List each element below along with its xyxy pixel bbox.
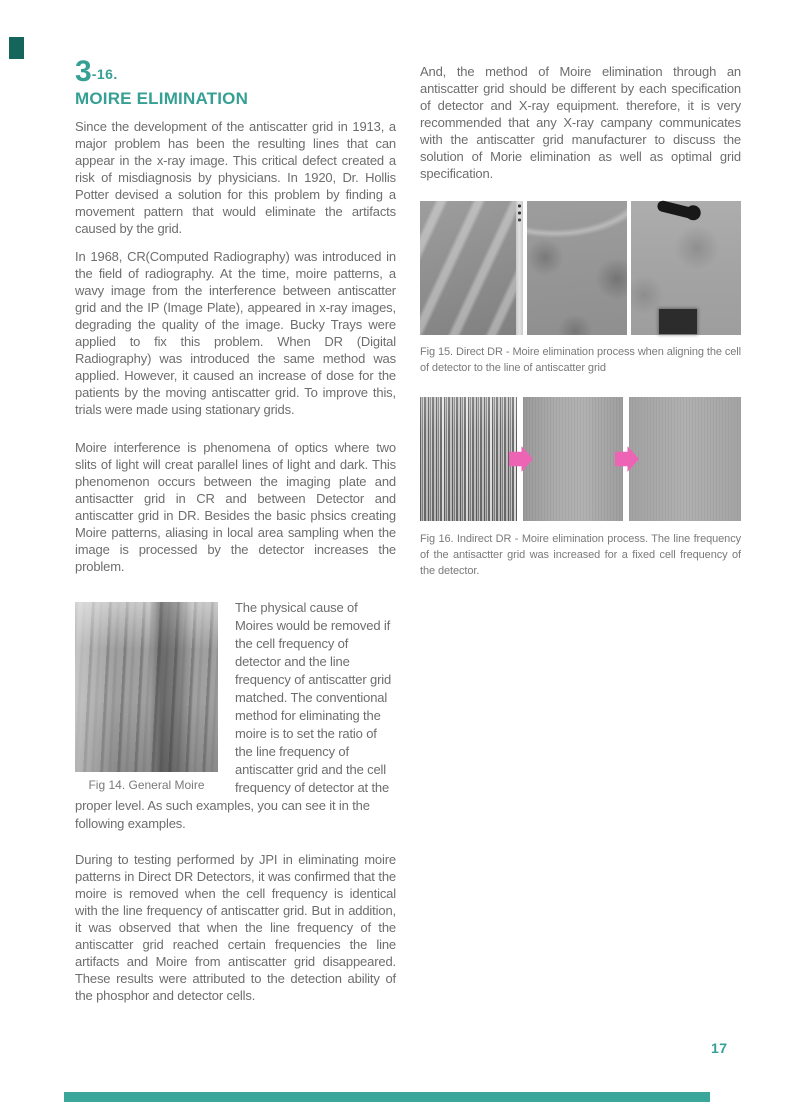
page-number: 17 — [711, 1040, 728, 1056]
left-column — [75, 0, 396, 1004]
section-suffix: -16. — [91, 66, 118, 82]
figure-15-xray-image-2 — [527, 201, 627, 335]
dark-rectangle-object — [659, 309, 697, 334]
figure-16 — [420, 397, 741, 521]
dark-tool-object — [656, 200, 696, 220]
figure-15-xray-image-3 — [631, 201, 741, 335]
figure-16-smooth-image-2 — [523, 397, 623, 521]
figure-16-striped-image-1 — [420, 397, 517, 521]
ruler-strip — [516, 201, 523, 335]
chapter-edge-tab — [9, 37, 24, 59]
figure-15 — [420, 201, 741, 335]
figure-16-smooth-image-3 — [629, 397, 741, 521]
figure-16-caption: Fig 16. Indirect DR - Moire elimination process. The line frequency of the antisactter grid was increased for a fixed cell frequency of the detector. — [420, 533, 741, 577]
figure-14-figure — [75, 602, 218, 792]
footer-bar — [64, 1092, 710, 1102]
section-title: MOIRE ELIMINATION — [75, 89, 249, 108]
paragraph-jpi-testing: During to testing performed by JPI in eliminating moire patterns in Direct DR Detectors, it was confirmed that the moire is removed when the cell frequency is identical with the line frequency of antiscatter grid. But in addition, it was observed that when the line frequency of the antiscatter grid reached certain frequencies the line artifacts and Moire from antiscatter grid disappeared. These results were attributed to the detection ability of the phosphor and detector cells. — [75, 852, 396, 1003]
figure-15-caption: Fig 15. Direct DR - Moire elimination process when aligning the cell of detector to the line of antiscatter grid — [420, 346, 741, 374]
figure-14-moire-image — [75, 602, 218, 772]
paragraph-grid-specification: And, the method of Moire elimination through an antiscatter grid should be different by each specification of detector and X-ray equipment. therefore, it is very recommended that any X-ray campany communicates with the antiscatter grid manufacturer to discuss the solution of Morie elimination as well as optimal grid specification. — [420, 64, 741, 181]
paragraph-physical-cause: The physical cause of Moires would be removed if the cell frequency of detector and the line frequency of antiscatter grid matched. The conventional method for eliminating the moire is to set the ratio of the line frequency of antiscatter grid and the cell frequency of detector at the proper level. As such examples, you can see it in the following examples. — [75, 600, 392, 831]
right-column — [420, 0, 741, 579]
paragraph-history-1913: Since the development of the antiscatter grid in 1913, a major problem has been the resulting lines that can appear in the x-ray image. This critical defect created a risk of misdiagnosis by physicians. In 1920, Dr. Hollis Potter devised a solution for this problem by finding a movement pattern that would eliminate the artifacts caused by the grid. — [75, 119, 396, 236]
chapter-number: 3 — [75, 55, 92, 88]
figure-14 — [75, 599, 396, 833]
paragraph-history-1968: In 1968, CR(Computed Radiography) was introduced in the field of radiography. At the time, moire patterns, a wavy image from the interference between antiscatter grid and the IP (Image Plate), appeared in x-ray images, degrading the quality of the image. Bucky Trays were applied to fix this problem. When DR (Digital Radiography) was introduced the same method was applied. However, it caused an increase of dose for the patients by the moving antiscatter grid. To improve this, trials were made using stationary grids. — [75, 249, 396, 417]
paragraph-moire-interference: Moire interference is phenomena of optics where two slits of light will creat parallel lines of light and dark. This phenomenon occurs between the imaging plate and antisactter grid in CR and between Detector and antiscatter grid in DR. Besides the basic phsics creating Moire patterns, aliasing in local area sampling when the image is processed by the detector increases the problem. — [75, 440, 396, 574]
figure-15-xray-image-1 — [420, 201, 523, 335]
figure-14-caption: Fig 14. General Moire — [88, 778, 205, 792]
section-number — [75, 57, 396, 87]
